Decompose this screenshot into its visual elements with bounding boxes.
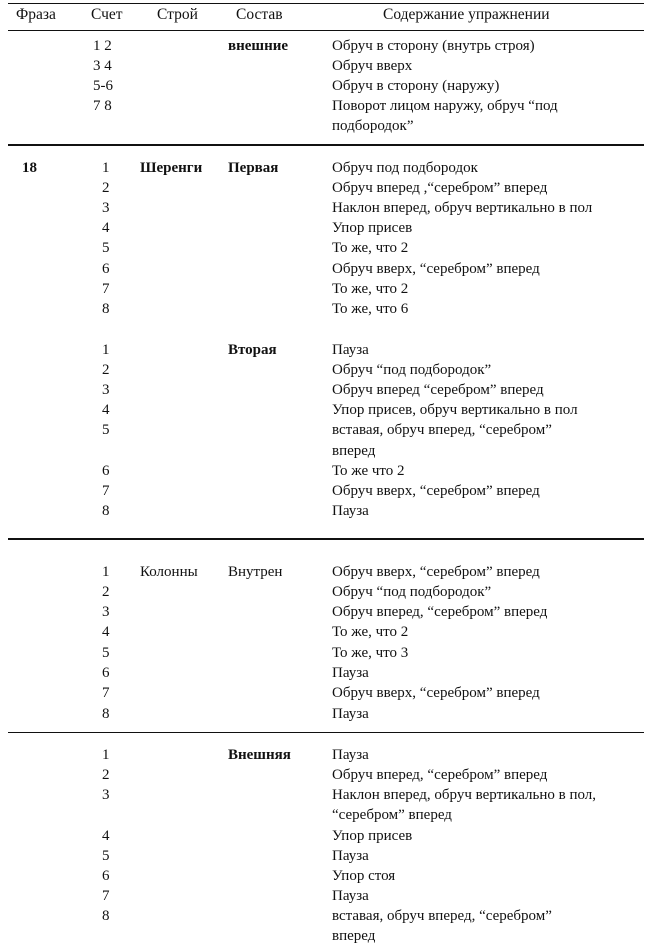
header-phrase: Фраза	[16, 6, 56, 23]
count-cell: 3 4	[93, 58, 112, 74]
count-cell: 4	[102, 402, 110, 418]
count-cell: 2	[102, 767, 110, 783]
content-cell: “серебром” вперед	[332, 807, 452, 823]
content-cell: вставая, обруч вперед, “серебром”	[332, 908, 552, 924]
count-cell: 8	[102, 706, 110, 722]
count-cell: 4	[102, 624, 110, 640]
content-cell: Обруч вперед ,“серебром” вперед	[332, 180, 548, 196]
count-cell: 5	[102, 645, 110, 661]
content-cell: Обруч вперед, “серебром” вперед	[332, 767, 548, 783]
formation-cell: Колонны	[140, 564, 198, 580]
count-cell: 5	[102, 422, 110, 438]
content-cell: Обруч под подбородок	[332, 160, 478, 176]
content-cell: Упор присев	[332, 220, 413, 236]
count-cell: 1	[102, 747, 110, 763]
count-cell: 2	[102, 584, 110, 600]
count-cell: 6	[102, 463, 110, 479]
content-cell: Обруч вперед, “серебром” вперед	[332, 604, 548, 620]
count-cell: 8	[102, 301, 110, 317]
content-cell: Обруч “под подбородок”	[332, 362, 492, 378]
content-cell: Наклон вперед, обруч вертикально в пол	[332, 200, 593, 216]
count-cell: 3	[102, 382, 110, 398]
count-cell: 6	[102, 261, 110, 277]
count-cell: 1	[102, 564, 110, 580]
header-top-rule	[8, 3, 644, 4]
section-divider	[8, 538, 644, 540]
group-cell: Вторая	[228, 342, 277, 358]
count-cell: 1	[102, 342, 110, 358]
count-cell: 7	[102, 483, 110, 499]
content-cell: Пауза	[332, 665, 369, 681]
count-cell: 5	[102, 240, 110, 256]
section-divider	[8, 732, 644, 733]
content-cell: То же, что 6	[332, 301, 409, 317]
section-divider	[8, 144, 644, 146]
count-cell: 4	[102, 220, 110, 236]
group-cell: Внутрен	[228, 564, 283, 580]
count-cell: 1 2	[93, 38, 112, 54]
count-cell: 7	[102, 281, 110, 297]
content-cell: Обруч вверх, “серебром” вперед	[332, 564, 540, 580]
formation-cell: Шеренги	[140, 160, 203, 176]
content-cell: Упор стоя	[332, 868, 396, 884]
content-cell: Поворот лицом наружу, обруч “под	[332, 98, 558, 114]
content-cell: Пауза	[332, 706, 369, 722]
content-cell: Пауза	[332, 503, 369, 519]
group-cell: Первая	[228, 160, 279, 176]
count-cell: 5	[102, 848, 110, 864]
content-cell: То же что 2	[332, 463, 405, 479]
content-cell: Пауза	[332, 848, 369, 864]
content-cell: подбородок”	[332, 118, 414, 134]
content-cell: Обруч вверх, “серебром” вперед	[332, 483, 540, 499]
content-cell: вперед	[332, 928, 376, 944]
header-count: Счет	[91, 6, 123, 23]
content-cell: То же, что 2	[332, 281, 409, 297]
count-cell: 8	[102, 908, 110, 924]
phrase-cell: 18	[22, 160, 37, 176]
content-cell: Пауза	[332, 342, 369, 358]
count-cell: 2	[102, 180, 110, 196]
content-cell: Обруч в сторону (внутрь строя)	[332, 38, 535, 54]
content-cell: То же, что 3	[332, 645, 409, 661]
content-cell: Обруч вверх, “серебром” вперед	[332, 685, 540, 701]
content-cell: Обруч вперед “серебром” вперед	[332, 382, 544, 398]
group-cell: внешние	[228, 38, 289, 54]
content-cell: То же, что 2	[332, 624, 409, 640]
content-cell: Упор присев, обруч вертикально в пол	[332, 402, 578, 418]
content-cell: Упор присев	[332, 828, 413, 844]
content-cell: Пауза	[332, 747, 369, 763]
count-cell: 3	[102, 787, 110, 803]
count-cell: 2	[102, 362, 110, 378]
content-cell: вперед	[332, 443, 376, 459]
count-cell: 1	[102, 160, 110, 176]
header-content: Содержание упражнении	[383, 6, 550, 23]
header-bottom-rule	[8, 30, 644, 31]
header-group: Состав	[236, 6, 283, 23]
content-cell: Обруч в сторону (наружу)	[332, 78, 500, 94]
count-cell: 7 8	[93, 98, 112, 114]
count-cell: 7	[102, 888, 110, 904]
count-cell: 4	[102, 828, 110, 844]
content-cell: вставая, обруч вперед, “серебром”	[332, 422, 552, 438]
header-formation: Строй	[157, 6, 198, 23]
count-cell: 7	[102, 685, 110, 701]
count-cell: 6	[102, 665, 110, 681]
content-cell: Пауза	[332, 888, 369, 904]
count-cell: 3	[102, 200, 110, 216]
content-cell: Обруч вверх, “серебром” вперед	[332, 261, 540, 277]
count-cell: 5-6	[93, 78, 113, 94]
group-cell: Внешняя	[228, 747, 291, 763]
count-cell: 8	[102, 503, 110, 519]
count-cell: 3	[102, 604, 110, 620]
content-cell: Обруч вверх	[332, 58, 413, 74]
content-cell: То же, что 2	[332, 240, 409, 256]
content-cell: Наклон вперед, обруч вертикально в пол,	[332, 787, 597, 803]
count-cell: 6	[102, 868, 110, 884]
content-cell: Обруч “под подбородок”	[332, 584, 492, 600]
